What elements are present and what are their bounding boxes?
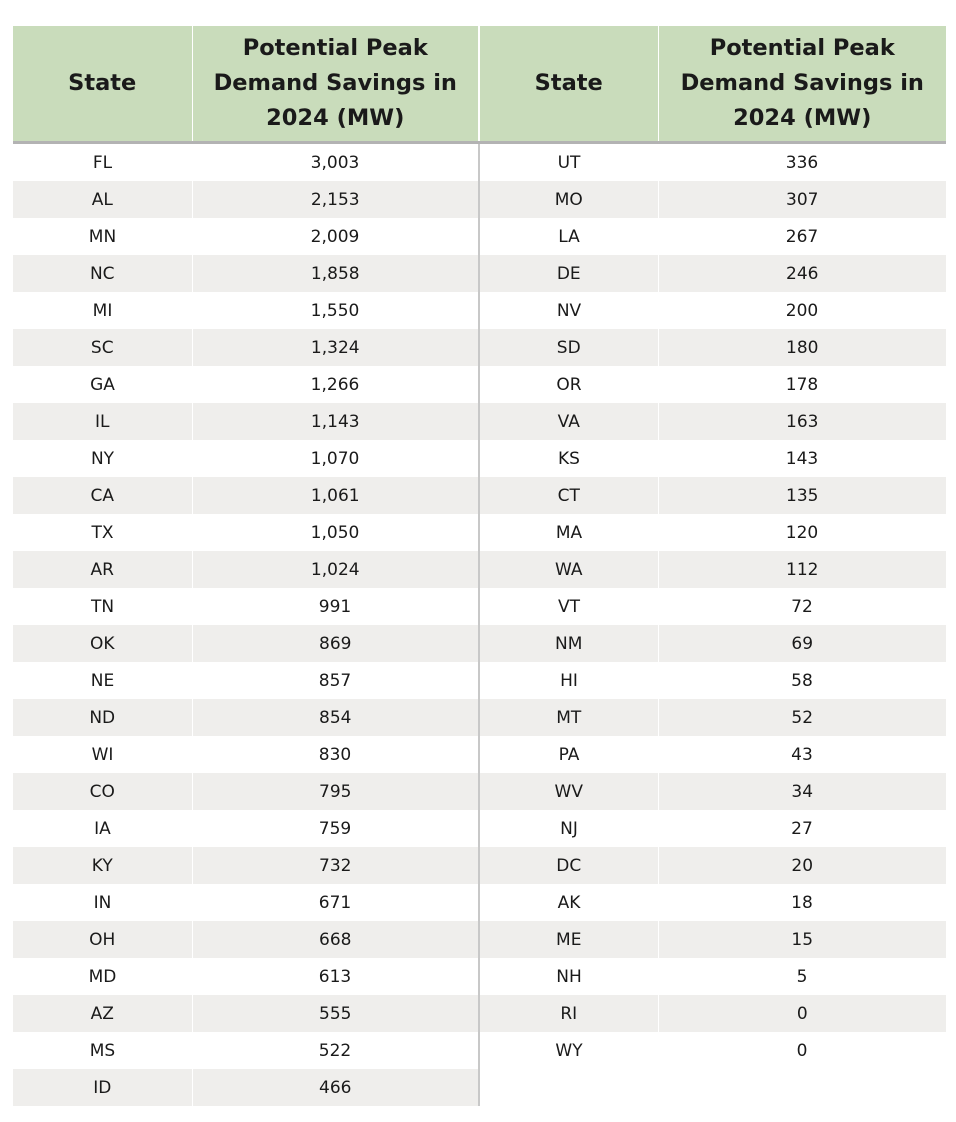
savings-right-cell: 178 — [785, 374, 819, 395]
table-row — [13, 588, 946, 625]
table-row — [13, 477, 946, 514]
header-state-left-label: State — [68, 70, 137, 96]
savings-right-cell: 52 — [658, 699, 946, 736]
table-row — [13, 699, 946, 736]
table-row — [13, 625, 946, 662]
table-row — [13, 810, 946, 847]
savings-right-cell: 5 — [796, 966, 808, 987]
state-left-cell: MI — [92, 300, 113, 321]
savings-left-cell: 1,050 — [310, 522, 360, 543]
state-left-cell: MS — [89, 1040, 116, 1061]
header-savings-right-line2: Demand Savings in — [680, 70, 924, 96]
table-row — [13, 736, 946, 773]
savings-left-cell: 522 — [318, 1040, 352, 1061]
header-savings-right — [658, 26, 946, 143]
savings-right-cell: 112 — [658, 551, 946, 588]
state-right-cell: SD — [479, 329, 658, 366]
state-left-cell: ND — [13, 699, 192, 736]
peak-demand-savings-table — [13, 26, 946, 1106]
state-left-cell: MD — [88, 966, 117, 987]
state-left-cell: WI — [91, 744, 114, 765]
state-right-cell: WV — [479, 773, 658, 810]
state-right-cell: AK — [479, 884, 658, 921]
state-left-cell: ID — [13, 1069, 192, 1106]
savings-right-cell: 307 — [658, 181, 946, 218]
state-right-cell: KS — [479, 440, 658, 477]
state-right-cell — [479, 1069, 658, 1106]
savings-left-cell: 1,024 — [192, 551, 479, 588]
state-right-cell: CT — [479, 477, 658, 514]
state-right-cell: DC — [479, 847, 658, 884]
state-left-cell: OH — [13, 921, 192, 958]
state-left-cell: OK — [13, 625, 192, 662]
savings-right-cell: 18 — [791, 892, 813, 913]
savings-right-cell: 43 — [791, 744, 813, 765]
table-row — [13, 995, 946, 1032]
table-row — [13, 921, 946, 958]
table-row — [13, 847, 946, 884]
state-right-cell: NH — [479, 958, 658, 995]
state-left-cell: NY — [90, 448, 115, 469]
savings-right-cell — [658, 1069, 946, 1106]
savings-left-cell: 857 — [318, 670, 352, 691]
state-right-cell: WY — [479, 1032, 658, 1069]
state-left-cell: CO — [13, 773, 192, 810]
savings-right-cell: 180 — [658, 329, 946, 366]
savings-left-cell: 830 — [318, 744, 352, 765]
savings-right-cell: 15 — [658, 921, 946, 958]
state-left-cell: GA — [90, 374, 115, 395]
state-right-cell: MT — [479, 699, 658, 736]
table-row — [13, 403, 946, 440]
savings-right-cell: 267 — [785, 226, 819, 247]
state-right-cell: MA — [479, 514, 658, 551]
header-state-left — [13, 26, 192, 143]
table-row — [13, 143, 946, 182]
savings-left-cell: 854 — [192, 699, 479, 736]
state-right-cell: DE — [479, 255, 658, 292]
state-left-cell: TX — [91, 522, 114, 543]
state-right-cell: MO — [479, 181, 658, 218]
state-right-cell: PA — [479, 736, 658, 773]
table-row — [13, 662, 946, 699]
state-right-cell: NV — [479, 292, 658, 329]
table-body — [13, 143, 946, 1107]
state-left-cell: AR — [13, 551, 192, 588]
state-left-cell: SC — [13, 329, 192, 366]
state-left-cell: CA — [13, 477, 192, 514]
header-row — [13, 26, 946, 143]
savings-left-cell: 1,070 — [310, 448, 360, 469]
savings-right-cell: 135 — [658, 477, 946, 514]
savings-left-cell: 466 — [192, 1069, 479, 1106]
savings-right-cell: 0 — [796, 1040, 808, 1061]
header-state-right — [479, 26, 658, 143]
state-right-cell: NM — [479, 625, 658, 662]
state-right-cell: LA — [479, 218, 658, 255]
state-left-cell: AZ — [13, 995, 192, 1032]
header-savings-left-line2: Demand Savings in — [213, 70, 457, 96]
savings-left-cell: 668 — [192, 921, 479, 958]
savings-left-cell: 671 — [318, 892, 352, 913]
state-left-cell: IN — [93, 892, 112, 913]
savings-right-cell: 0 — [658, 995, 946, 1032]
state-left-cell: TN — [90, 596, 115, 617]
savings-left-cell: 1,324 — [192, 329, 479, 366]
savings-left-cell: 1,858 — [192, 255, 479, 292]
state-left-cell: AL — [13, 181, 192, 218]
table-header — [13, 26, 946, 143]
savings-left-cell: 991 — [318, 596, 352, 617]
table-row — [13, 440, 946, 477]
savings-right-cell: 143 — [785, 448, 819, 469]
savings-right-cell: 120 — [785, 522, 819, 543]
state-right-cell: VT — [479, 588, 658, 625]
table-row — [13, 255, 946, 292]
table-row — [13, 884, 946, 921]
state-left-cell: MN — [88, 226, 117, 247]
header-savings-left-line1: Potential Peak — [242, 35, 428, 61]
savings-left-cell: 732 — [192, 847, 479, 884]
savings-right-cell: 72 — [791, 596, 813, 617]
savings-left-cell: 555 — [192, 995, 479, 1032]
state-left-cell: IA — [94, 818, 111, 839]
savings-left-cell: 2,009 — [310, 226, 360, 247]
table-row — [13, 329, 946, 366]
savings-right-cell: 200 — [785, 300, 819, 321]
state-right-cell: OR — [479, 366, 658, 403]
state-left-cell: FL — [92, 152, 113, 173]
savings-left-cell: 3,003 — [310, 152, 360, 173]
savings-left-cell: 869 — [192, 625, 479, 662]
table-row — [13, 181, 946, 218]
table-row — [13, 514, 946, 551]
savings-left-cell: 2,153 — [192, 181, 479, 218]
savings-left-cell: 1,550 — [310, 300, 360, 321]
state-right-cell: ME — [479, 921, 658, 958]
state-left-cell: NE — [90, 670, 115, 691]
header-savings-left — [192, 26, 479, 143]
state-left-cell: IL — [13, 403, 192, 440]
savings-left-cell: 1,061 — [192, 477, 479, 514]
savings-right-cell: 69 — [658, 625, 946, 662]
table-row — [13, 218, 946, 255]
state-right-cell: UT — [479, 143, 658, 182]
header-savings-right-line3: 2024 (MW) — [733, 105, 872, 131]
state-left-cell: KY — [13, 847, 192, 884]
savings-right-cell: 34 — [658, 773, 946, 810]
table-row — [13, 958, 946, 995]
state-left-cell: NC — [13, 255, 192, 292]
savings-left-cell: 795 — [192, 773, 479, 810]
state-right-cell: VA — [479, 403, 658, 440]
peak-demand-savings-table-container — [13, 26, 946, 1106]
state-right-cell: WA — [479, 551, 658, 588]
state-right-cell: HI — [479, 662, 658, 699]
savings-left-cell: 1,266 — [310, 374, 360, 395]
table-row — [13, 551, 946, 588]
savings-left-cell: 1,143 — [192, 403, 479, 440]
table-row — [13, 1032, 946, 1069]
table-row — [13, 773, 946, 810]
header-savings-left-line3: 2024 (MW) — [266, 105, 405, 131]
savings-right-cell: 58 — [791, 670, 813, 691]
header-savings-right-line1: Potential Peak — [709, 35, 895, 61]
savings-left-cell: 613 — [318, 966, 352, 987]
table-row — [13, 292, 946, 329]
savings-right-cell: 163 — [658, 403, 946, 440]
table-row — [13, 366, 946, 403]
state-right-cell: RI — [479, 995, 658, 1032]
savings-right-cell: 20 — [658, 847, 946, 884]
savings-right-cell: 336 — [785, 152, 819, 173]
table-row — [13, 1069, 946, 1106]
savings-right-cell: 27 — [791, 818, 813, 839]
state-right-cell: NJ — [479, 810, 658, 847]
header-state-right-label: State — [534, 70, 603, 96]
savings-left-cell: 759 — [318, 818, 352, 839]
savings-right-cell: 246 — [658, 255, 946, 292]
